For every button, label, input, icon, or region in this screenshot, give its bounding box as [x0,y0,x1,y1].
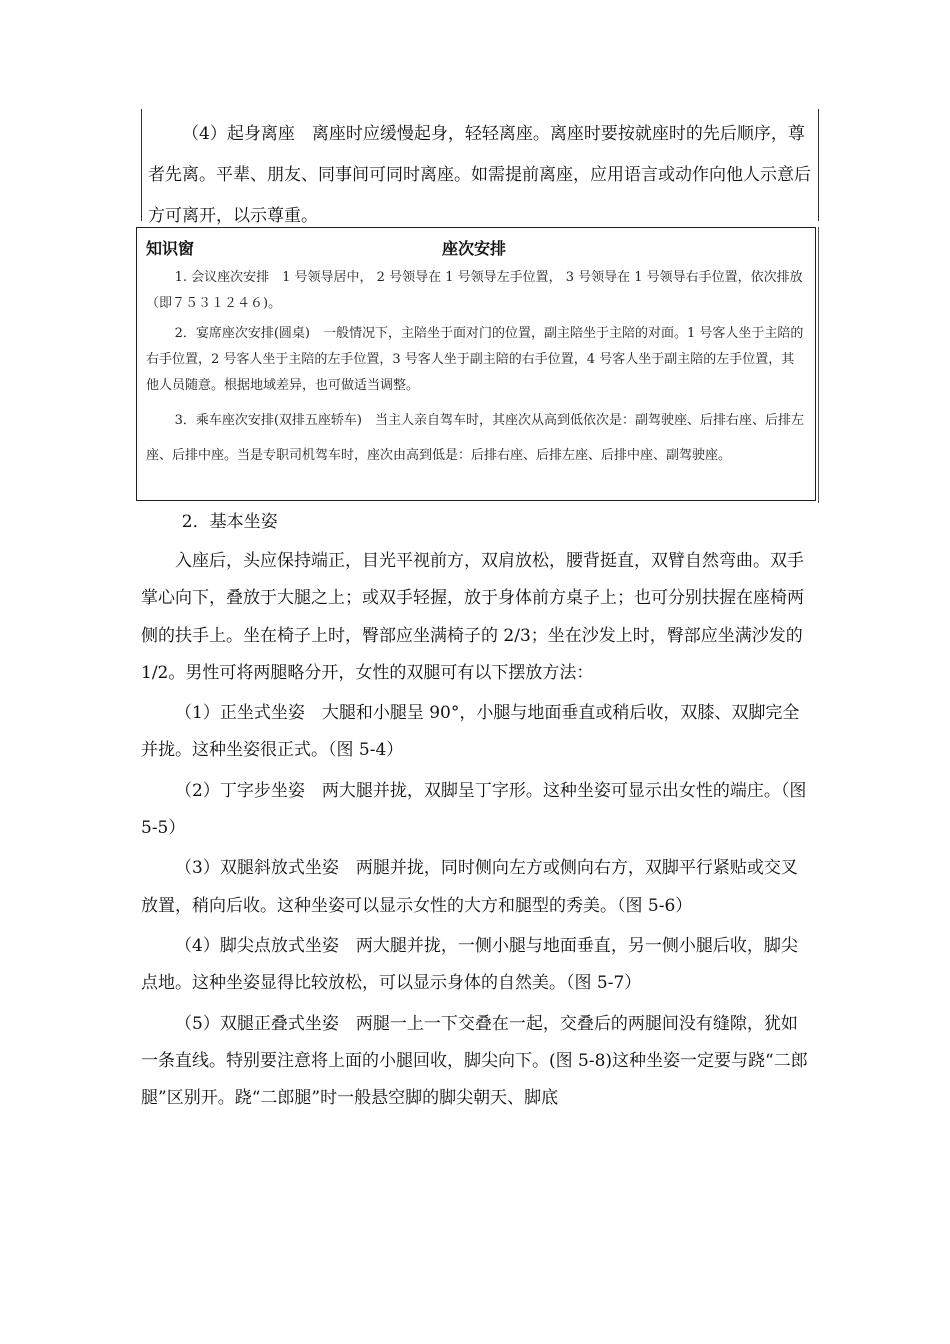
leave-seat-paragraph: （4）起身离座 离座时应缓慢起身，轻轻离座。离座时要按就座时的先后顺序，尊者先离。平辈、朋友、同事间可同时离座。如需提前离座，应用语言或动作向他人示意后方可离开，以示尊重。 [148,124,811,226]
paragraph-crossed-legs-posture: （5）双腿正叠式坐姿 两腿一上一下交叠在一起，交叠后的两腿间没有缝隙，犹如一条直线。特别要注意将上面的小腿回收，脚尖向下。(图 5-8)这种坐姿一定要与跷“二郎腿”区别开。跷“二郎腿”时一般悬空脚的脚尖朝天、脚底 [141,1013,808,1109]
knowledge-box-tag: 知识窗 [146,239,195,258]
knowledge-box-header [137,228,815,264]
section-heading: 2．基本坐姿 [181,512,278,532]
meeting-seating-item: 1. 会议座次安排 1 号领导居中， 2 号领导在 1 号领导左手位置， 3 号领导在 1 号领导右手位置，依次排放（即７５３１２４６)。 [146,270,803,311]
paragraph-slanted-legs-posture: （3）双腿斜放式坐姿 两腿并拢，同时侧向左方或侧向右方，双脚平行紧贴或交叉放置，稍向后收。这种坐姿可以显示女性的大方和腿型的秀美。（图 5-6） [141,858,798,916]
knowledge-box-shadow [818,227,819,503]
knowledge-box-title: 座次安排 [442,239,507,258]
paragraph-upright-posture: （1）正坐式坐姿 大腿和小腿呈 90°，小腿与地面垂直或稍后收，双膝、双脚完全并拢。这种坐姿很正式。（图 5-4） [141,703,800,761]
paragraph-toe-point-posture: （4）脚尖点放式坐姿 两大腿并拢，一侧小腿与地面垂直，另一侧小腿后收，脚尖点地。这种坐姿显得比较放松，可以显示身体的自然美。（图 5-7） [141,935,798,994]
paragraph-t-step-posture: （2）丁字步坐姿 两大腿并拢，双脚呈丁字形。这种坐姿可显示出女性的端庄。（图 5-5） [141,780,807,839]
continued-section-frame [141,109,819,226]
banquet-seating-item: 2．宴席座次安排(圆桌) 一般情况下，主陪坐于面对门的位置，副主陪坐于主陪的对面。1 号客人坐于主陪的右手位置，2 号客人坐于主陪的左手位置，3 号客人坐于副主陪的右手位置，4 号客人坐于副主陪的左手位置，其他人员随意。根据地域差异，也可做适当调整。 [146,326,804,393]
car-seating-item: 3．乘车座次安排(双排五座轿车) 当主人亲自驾车时，其座次从高到低依次是：副驾驶座、后排右座、后排左座、后排中座。当是专职司机驾车时，座次由高到低是：后排右座、后排左座、后排中座、副驾驶座。 [146,413,805,463]
knowledge-box [136,227,816,501]
paragraph-intro: 入座后，头应保持端正，目光平视前方，双肩放松，腰背挺直，双臂自然弯曲。双手掌心向下，叠放于大腿之上；或双手轻握，放于身体前方桌子上；也可分别扶握在座椅两侧的扶手上。坐在椅子上时，臀部应坐满椅子的 2/3；坐在沙发上时，臀部应坐满沙发的 1/2。男性可将两腿略分开，女性的双腿可有以下摆放方法： [141,551,804,683]
main-body [141,504,811,1117]
